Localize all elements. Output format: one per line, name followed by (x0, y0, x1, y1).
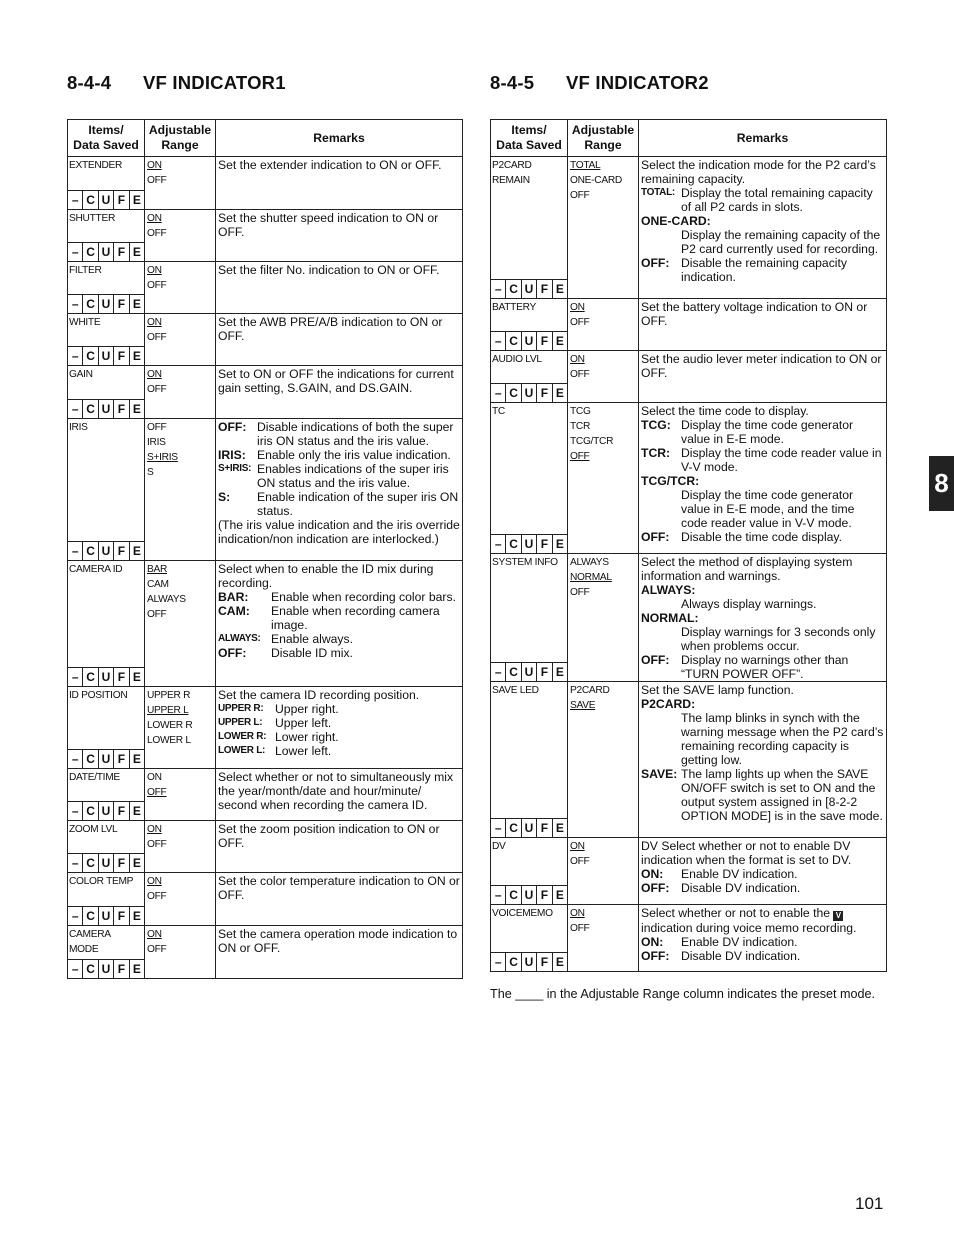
data-saved-flags: – C U F E (68, 906, 144, 925)
item-name: SYSTEM INFO (492, 557, 558, 568)
table-row (68, 687, 462, 769)
item-name: SAVE LED (492, 685, 539, 696)
item-name: WHITE (69, 317, 101, 328)
remarks-text: Set the AWB PRE/A/B indication to ON or OFF. (218, 315, 443, 343)
data-saved-flags: – C U F E (491, 952, 567, 971)
range-options: OFF IRIS S+IRIS S (145, 419, 216, 560)
item-name: DATE/TIME (69, 772, 120, 783)
range-options: ON OFF (568, 905, 639, 971)
chapter-tab: 8 (929, 456, 954, 511)
range-options: TCG TCR TCG/TCR OFF (568, 403, 639, 553)
item-name: ZOOM LVL (69, 824, 118, 835)
remarks-text: Set the filter No. indication to ON or OFF. (218, 263, 440, 277)
remarks-text: Set to ON or OFF the indications for current gain setting, S.GAIN, and DS.GAIN. (218, 367, 454, 395)
table-row (491, 403, 886, 554)
item-name: GAIN (69, 369, 93, 380)
range-options: ALWAYS NORMAL OFF (568, 554, 639, 681)
item-name: VOICEMEMO (492, 908, 553, 919)
table-row (491, 351, 886, 403)
item-name: FILTER (69, 265, 102, 276)
item-name: BATTERY (492, 302, 536, 313)
header-remarks: Remarks (736, 130, 789, 145)
data-saved-flags: – C U F E (68, 959, 144, 978)
header-remarks: Remarks (313, 130, 365, 145)
range-options: ON OFF (145, 366, 216, 418)
item-name: CAMERA MODE (69, 929, 111, 955)
item-name: DV (492, 841, 506, 852)
header-range: Adjustable Range (145, 120, 216, 156)
page-number: 101 (855, 1194, 884, 1213)
data-saved-flags: – C U F E (68, 346, 144, 365)
preset-note: The ____ in the Adjustable Range column indicates the preset mode. (490, 987, 876, 1001)
range-options: P2CARD SAVE (568, 682, 639, 837)
vf-indicator1-table (67, 119, 463, 979)
remarks-text: Select the method of displaying system information and warnings. ALWAYS: Always display warnings. NORMAL: Display warnings for 3 seconds only when problems occur. OFF: Display no warnings other than “TURN POWER OFF”. (641, 555, 876, 681)
data-saved-flags: – C U F E (68, 190, 144, 209)
table-row (68, 873, 462, 926)
table-row (68, 561, 462, 687)
data-saved-flags: – C U F E (491, 383, 567, 402)
range-options: ON OFF (568, 351, 639, 402)
remarks-text: Set the SAVE lamp function. P2CARD: The lamp blinks in synch with the warning message when the P2 card’s remaining recording capacity is getting low. SAVE: The lamp lights up when the SAVE ON/OFF switch is set to ON and the output system assigned in [8-2-2 OPTION MODE] is in the save mode. (641, 683, 884, 823)
table-row (491, 838, 886, 905)
data-saved-flags: – C U F E (491, 331, 567, 350)
table-row (68, 769, 462, 821)
table-row (68, 419, 462, 561)
range-options: TOTAL ONE-CARD OFF (568, 157, 639, 298)
table-row (491, 905, 886, 971)
vf-indicator2-table (490, 119, 887, 972)
item-name: TC (492, 406, 505, 417)
table-row (68, 314, 462, 366)
remarks-text: Set the camera ID recording position. UPPER R: Upper right. UPPER L: Upper left. LOWER R: Lower right. LOWER L: Lower left. (218, 688, 420, 758)
remarks-text: Select when to enable the ID mix during recording. BAR: Enable when recording color bars. CAM: Enable when recording camera image. ALWAYS: Enable always. OFF: Disable ID mix. (218, 562, 456, 660)
table-row (68, 262, 462, 314)
remarks-text: OFF: Disable indications of both the super iris ON status and the iris value. IRIS: Enable only the iris value indication. S+IRIS: Enables indications of the super iris ON status and the iris value. S: Enable indication of the super iris ON status. (The iris value indication and the iris override indication/non indication are interlocked.) (218, 420, 460, 546)
remarks-text: Set the shutter speed indication to ON or OFF. (218, 211, 439, 239)
remarks-text: Set the color temperature indication to ON or OFF. (218, 874, 460, 902)
item-name: AUDIO LVL (492, 354, 542, 365)
table-row (491, 682, 886, 838)
data-saved-flags: – C U F E (68, 242, 144, 261)
remarks-text: Select whether or not to enable the V indication during voice memo recording. ON: Enable DV indication. OFF: Disable DV indication. (641, 906, 857, 963)
remarks-text: Select the indication mode for the P2 card’s remaining capacity. TOTAL: Display the total remaining capacity of all P2 cards in slots. ONE-CARD: Display the remaining capacity of the P2 card currently used for recording. OFF: Disable the remaining capacity indication. (641, 158, 881, 284)
remarks-text: Set the camera operation mode indication to ON or OFF. (218, 927, 458, 955)
section-title-vf-indicator2: 8-4-5 VF INDICATOR2 (490, 72, 709, 93)
table-row (68, 366, 462, 419)
data-saved-flags: – C U F E (68, 801, 144, 820)
data-saved-flags: – C U F E (68, 749, 144, 768)
range-options: ON OFF (568, 299, 639, 350)
range-options: ON OFF (145, 873, 216, 925)
remarks-text: Set the battery voltage indication to ON or OFF. (641, 300, 868, 328)
remarks-text: Set the extender indication to ON or OFF. (218, 158, 442, 172)
data-saved-flags: – C U F E (68, 541, 144, 560)
item-name: CAMERA ID (69, 564, 123, 575)
remarks-text: Set the zoom position indication to ON or OFF. (218, 822, 440, 850)
table-header (491, 120, 886, 157)
item-name: COLOR TEMP (69, 876, 134, 887)
item-name: IRIS (69, 422, 88, 433)
data-saved-flags: – C U F E (491, 534, 567, 553)
range-options: ON OFF (145, 314, 216, 365)
table-row (68, 210, 462, 262)
item-name: EXTENDER (69, 160, 123, 171)
item-name: ID POSITION (69, 690, 128, 701)
range-options: BAR CAM ALWAYS OFF (145, 561, 216, 686)
remarks-text: Select the time code to display. TCG: Display the time code generator value in E-E mode. TCR: Display the time code reader value in V-V mode. TCG/TCR: Display the time code generator value in E-E mode, and the time code reader value in V-V mode. OFF: Disable the time code display. (641, 404, 882, 544)
range-options: ON OFF (145, 821, 216, 872)
data-saved-flags: – C U F E (491, 279, 567, 298)
header-items: Items/ Data Saved (68, 120, 145, 156)
range-options: ON OFF (145, 769, 216, 820)
remarks-text: DV Select whether or not to enable DV indication when the format is set to DV. ON: Enable DV indication. OFF: Disable DV indication. (641, 839, 852, 895)
remarks-text: Select whether or not to simultaneously mix the year/month/date and hour/minute/ second when recording the camera ID. (218, 770, 454, 812)
table-row (68, 821, 462, 873)
table-row (491, 554, 886, 682)
data-saved-flags: – C U F E (68, 399, 144, 418)
header-range: Adjustable Range (568, 120, 639, 156)
data-saved-flags: – C U F E (491, 662, 567, 681)
data-saved-flags: – C U F E (68, 294, 144, 313)
remarks-text: Set the audio lever meter indication to ON or OFF. (641, 352, 882, 380)
voice-memo-icon: V (833, 911, 843, 921)
range-options: ON OFF (145, 210, 216, 261)
range-options: ON OFF (145, 157, 216, 209)
header-items: Items/ Data Saved (491, 120, 568, 156)
range-options: ON OFF (145, 926, 216, 978)
data-saved-flags: – C U F E (491, 885, 567, 904)
item-name: P2CARD REMAIN (492, 160, 532, 186)
data-saved-flags: – C U F E (68, 667, 144, 686)
table-row (68, 926, 462, 978)
item-name: SHUTTER (69, 213, 116, 224)
table-row (491, 157, 886, 299)
range-options: UPPER R UPPER L LOWER R LOWER L (145, 687, 216, 768)
table-row (491, 299, 886, 351)
table-row (68, 157, 462, 210)
range-options: ON OFF (145, 262, 216, 313)
data-saved-flags: – C U F E (68, 853, 144, 872)
table-header (68, 120, 462, 157)
data-saved-flags: – C U F E (491, 818, 567, 837)
range-options: ON OFF (568, 838, 639, 904)
section-title-vf-indicator1: 8-4-4 VF INDICATOR1 (67, 72, 286, 93)
